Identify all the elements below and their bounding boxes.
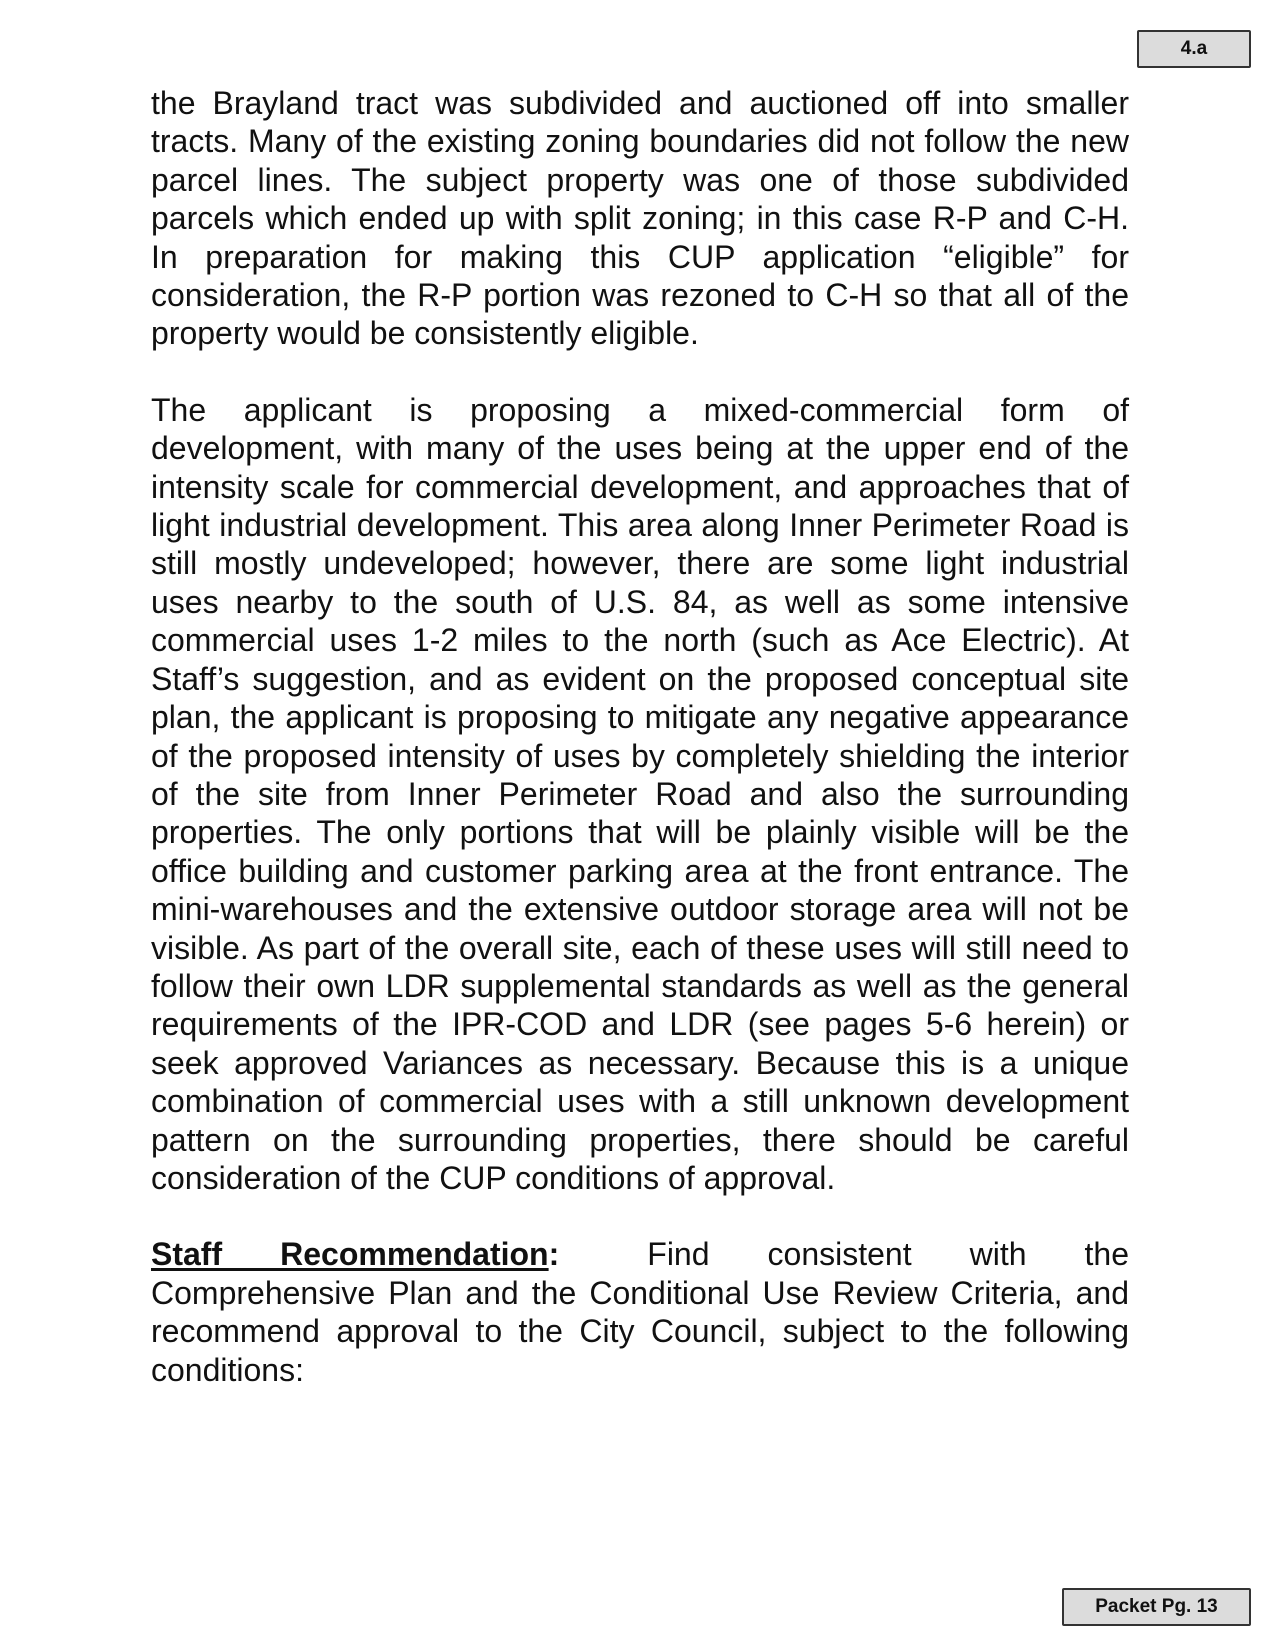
staff-recommendation-text: Find consistent with the Comprehensive Plan and the Conditional Use Review Criteria, and recommend approval to the City Council, subject to the following conditions: [151, 1236, 1130, 1388]
agenda-item-tag [1137, 30, 1251, 68]
staff-recommendation-paragraph [151, 1235, 1129, 1389]
staff-recommendation-heading [151, 1236, 559, 1272]
body-paragraph-1: the Brayland tract was subdivided and auctioned off into smaller tracts. Many of the existing zoning boundaries did not follow the new parcel lines. The subject property was one of those subdivided parcels which ended up with split zoning; in this case R-P and C-H. In preparation for making this CUP application “eligible” for consideration, the R-P portion was rezoned to C-H so that all of the property would be consistently eligible. [151, 85, 1129, 352]
packet-page-tag [1062, 1588, 1251, 1626]
agenda-item-label: 4.a [1180, 38, 1208, 59]
document-body [151, 84, 1129, 1389]
packet-page-label: Packet Pg. 13 [1095, 1596, 1218, 1617]
staff-recommendation-label: Staff Recommendation [151, 1236, 549, 1273]
body-paragraph-2: The applicant is proposing a mixed-commercial form of development, with many of the uses being at the upper end of the intensity scale for commercial development, and approaches that of light industrial development. This area along Inner Perimeter Road is still mostly undeveloped; however, there are some light industrial uses nearby to the south of U.S. 84, as well as some intensive commercial uses 1-2 miles to the north (such as Ace Electric). At Staff’s suggestion, and as evident on the proposed conceptual site plan, the applicant is proposing to mitigate any negative appearance of the proposed intensity of uses by completely shielding the interior of the site from Inner Perimeter Road and also the surrounding properties. The only portions that will be plainly visible will be the office building and customer parking area at the front entrance. The mini-warehouses and the extensive outdoor storage area will not be visible. As part of the overall site, each of these uses will still need to follow their own LDR supplemental standards as well as the general requirements of the IPR-COD and LDR (see pages 5-6 herein) or seek approved Variances as necessary. Because this is a unique combination of commercial uses with a still unknown development pattern on the surrounding properties, there should be careful consideration of the CUP conditions of approval. [151, 391, 1129, 1196]
staff-recommendation-colon: : [548, 1236, 560, 1273]
